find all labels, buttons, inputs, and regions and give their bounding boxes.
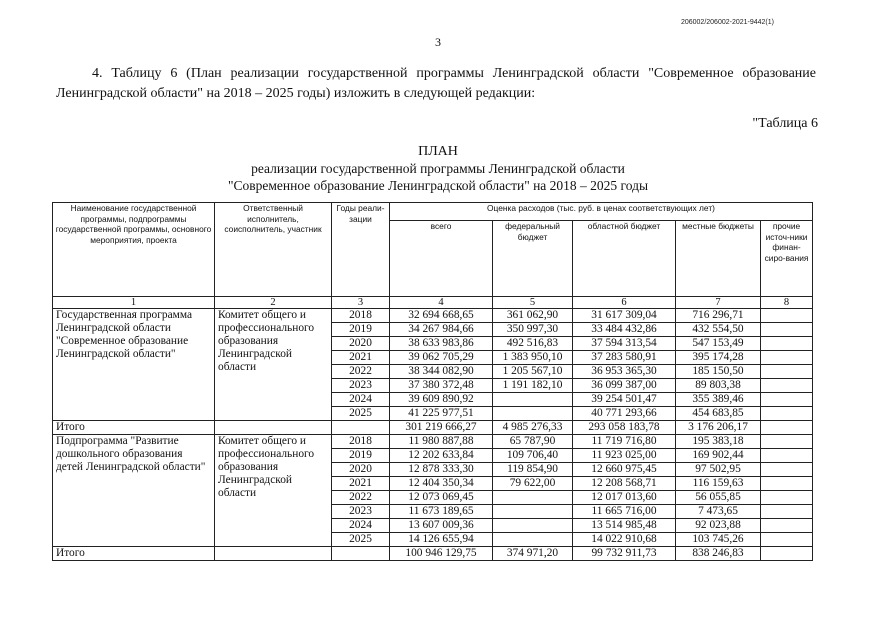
header-years: Годы реали-зации bbox=[332, 203, 390, 297]
cell-total: 12 878 333,30 bbox=[390, 463, 493, 477]
cell-local: 169 902,44 bbox=[676, 449, 761, 463]
cell-year: 2023 bbox=[332, 379, 390, 393]
cell-federal: 79 622,00 bbox=[493, 477, 573, 491]
cell-regional: 11 719 716,80 bbox=[573, 435, 676, 449]
cell-year: 2021 bbox=[332, 351, 390, 365]
cell-regional: 33 484 432,86 bbox=[573, 323, 676, 337]
cell-other bbox=[761, 463, 813, 477]
cell-federal: 119 854,90 bbox=[493, 463, 573, 477]
header-name: Наименование государственной программы, подпрограммы государственной программы, основного мероприятия, проекта bbox=[53, 203, 215, 297]
cell-year: 2020 bbox=[332, 337, 390, 351]
total-cell-other bbox=[761, 421, 813, 435]
cell-other bbox=[761, 309, 813, 323]
cell-other bbox=[761, 323, 813, 337]
cell-year: 2022 bbox=[332, 491, 390, 505]
cell-other bbox=[761, 393, 813, 407]
cell-year: 2022 bbox=[332, 365, 390, 379]
cell-total: 13 607 009,36 bbox=[390, 519, 493, 533]
cell-other bbox=[761, 505, 813, 519]
header-local: местные бюджеты bbox=[676, 221, 761, 297]
header-regional: областной бюджет bbox=[573, 221, 676, 297]
program-name: Государственная программа Ленинградской области "Современное образование Ленинградской области" bbox=[53, 309, 215, 421]
table-reference: "Таблица 6 bbox=[752, 116, 818, 131]
total-cell-total: 100 946 129,75 bbox=[390, 547, 493, 561]
column-number: 5 bbox=[493, 297, 573, 309]
page-number: 3 bbox=[435, 35, 441, 49]
cell-regional: 13 514 985,48 bbox=[573, 519, 676, 533]
cell-local: 395 174,28 bbox=[676, 351, 761, 365]
cell-total: 11 673 189,65 bbox=[390, 505, 493, 519]
program-name: Подпрограмма "Развитие дошкольного образования детей Ленинградской области" bbox=[53, 435, 215, 547]
total-cell-total: 301 219 666,27 bbox=[390, 421, 493, 435]
column-number: 6 bbox=[573, 297, 676, 309]
total-row bbox=[53, 547, 813, 561]
column-number: 2 bbox=[215, 297, 332, 309]
plan-table bbox=[52, 202, 813, 561]
total-cell-other bbox=[761, 547, 813, 561]
cell-local: 716 296,71 bbox=[676, 309, 761, 323]
cell-year: 2018 bbox=[332, 309, 390, 323]
cell-federal bbox=[493, 533, 573, 547]
cell-total: 37 380 372,48 bbox=[390, 379, 493, 393]
cell-regional: 11 923 025,00 bbox=[573, 449, 676, 463]
header-executor: Ответственный исполнитель, соисполнитель, участник bbox=[215, 203, 332, 297]
cell-empty bbox=[332, 547, 390, 561]
cell-federal: 1 191 182,10 bbox=[493, 379, 573, 393]
cell-other bbox=[761, 491, 813, 505]
cell-federal: 492 516,83 bbox=[493, 337, 573, 351]
header-costs: Оценка расходов (тыс. руб. в ценах соответствующих лет) bbox=[390, 203, 813, 221]
plan-title bbox=[0, 143, 876, 194]
cell-regional: 11 665 716,00 bbox=[573, 505, 676, 519]
cell-total: 39 062 705,29 bbox=[390, 351, 493, 365]
cell-other bbox=[761, 449, 813, 463]
cell-year: 2025 bbox=[332, 533, 390, 547]
cell-local: 97 502,95 bbox=[676, 463, 761, 477]
cell-year: 2025 bbox=[332, 407, 390, 421]
cell-local: 355 389,46 bbox=[676, 393, 761, 407]
header-other: прочие источ-ники финан-сиро-вания bbox=[761, 221, 813, 297]
cell-year: 2023 bbox=[332, 505, 390, 519]
cell-federal bbox=[493, 393, 573, 407]
cell-total: 39 609 890,92 bbox=[390, 393, 493, 407]
cell-total: 14 126 655,94 bbox=[390, 533, 493, 547]
cell-total: 12 202 633,84 bbox=[390, 449, 493, 463]
cell-federal bbox=[493, 505, 573, 519]
total-label: Итого bbox=[53, 421, 215, 435]
cell-total: 38 344 082,90 bbox=[390, 365, 493, 379]
cell-year: 2019 bbox=[332, 323, 390, 337]
cell-other bbox=[761, 337, 813, 351]
cell-regional: 12 208 568,71 bbox=[573, 477, 676, 491]
cell-federal: 65 787,90 bbox=[493, 435, 573, 449]
cell-local: 103 745,26 bbox=[676, 533, 761, 547]
total-label: Итого bbox=[53, 547, 215, 561]
total-cell-local: 838 246,83 bbox=[676, 547, 761, 561]
cell-total: 41 225 977,51 bbox=[390, 407, 493, 421]
cell-federal: 361 062,90 bbox=[493, 309, 573, 323]
cell-federal: 350 997,30 bbox=[493, 323, 573, 337]
cell-other bbox=[761, 407, 813, 421]
cell-local: 547 153,49 bbox=[676, 337, 761, 351]
cell-federal: 1 205 567,10 bbox=[493, 365, 573, 379]
executor: Комитет общего и профессионального образования Ленинградской области bbox=[215, 309, 332, 421]
cell-federal bbox=[493, 519, 573, 533]
table-header bbox=[53, 203, 813, 309]
total-cell-regional: 99 732 911,73 bbox=[573, 547, 676, 561]
cell-local: 92 023,88 bbox=[676, 519, 761, 533]
title-line-3: "Современное образование Ленинградской области" на 2018 – 2025 годы bbox=[227, 178, 649, 193]
table-row bbox=[53, 309, 813, 323]
cell-local: 116 159,63 bbox=[676, 477, 761, 491]
cell-year: 2018 bbox=[332, 435, 390, 449]
header-total: всего bbox=[390, 221, 493, 297]
cell-other bbox=[761, 519, 813, 533]
cell-other bbox=[761, 365, 813, 379]
executor: Комитет общего и профессионального образования Ленинградской области bbox=[215, 435, 332, 547]
cell-empty bbox=[215, 421, 332, 435]
cell-regional: 31 617 309,04 bbox=[573, 309, 676, 323]
cell-local: 454 683,85 bbox=[676, 407, 761, 421]
cell-federal bbox=[493, 491, 573, 505]
cell-local: 7 473,65 bbox=[676, 505, 761, 519]
title-line-1: ПЛАН bbox=[418, 144, 458, 159]
cell-regional: 39 254 501,47 bbox=[573, 393, 676, 407]
cell-empty bbox=[332, 421, 390, 435]
column-number: 1 bbox=[53, 297, 215, 309]
cell-regional: 37 283 580,91 bbox=[573, 351, 676, 365]
cell-federal: 1 383 950,10 bbox=[493, 351, 573, 365]
cell-year: 2020 bbox=[332, 463, 390, 477]
total-cell-federal: 374 971,20 bbox=[493, 547, 573, 561]
cell-other bbox=[761, 533, 813, 547]
cell-total: 11 980 887,88 bbox=[390, 435, 493, 449]
column-number-row bbox=[53, 297, 813, 309]
column-number: 8 bbox=[761, 297, 813, 309]
cell-federal bbox=[493, 407, 573, 421]
cell-regional: 14 022 910,68 bbox=[573, 533, 676, 547]
cell-regional: 12 017 013,60 bbox=[573, 491, 676, 505]
cell-regional: 36 099 387,00 bbox=[573, 379, 676, 393]
cell-year: 2019 bbox=[332, 449, 390, 463]
cell-federal: 109 706,40 bbox=[493, 449, 573, 463]
cell-other bbox=[761, 435, 813, 449]
cell-total: 12 073 069,45 bbox=[390, 491, 493, 505]
cell-empty bbox=[215, 547, 332, 561]
table-row bbox=[53, 435, 813, 449]
document-id: 206002/206002-2021-9442(1) bbox=[680, 19, 774, 26]
cell-year: 2024 bbox=[332, 519, 390, 533]
title-line-2: реализации государственной программы Ленинградской области bbox=[251, 161, 625, 176]
total-row bbox=[53, 421, 813, 435]
cell-year: 2021 bbox=[332, 477, 390, 491]
column-number: 4 bbox=[390, 297, 493, 309]
cell-regional: 40 771 293,66 bbox=[573, 407, 676, 421]
intro-paragraph: 4. Таблицу 6 (План реализации государственной программы Ленинградской области "Современное образование Ленинградской области" на 2018 – 2025 годы) изложить в следующей редакции: bbox=[56, 66, 816, 101]
cell-local: 432 554,50 bbox=[676, 323, 761, 337]
cell-total: 38 633 983,86 bbox=[390, 337, 493, 351]
cell-total: 32 694 668,65 bbox=[390, 309, 493, 323]
cell-other bbox=[761, 379, 813, 393]
cell-regional: 12 660 975,45 bbox=[573, 463, 676, 477]
total-cell-federal: 4 985 276,33 bbox=[493, 421, 573, 435]
cell-local: 56 055,85 bbox=[676, 491, 761, 505]
total-cell-local: 3 176 206,17 bbox=[676, 421, 761, 435]
column-number: 7 bbox=[676, 297, 761, 309]
cell-other bbox=[761, 351, 813, 365]
total-cell-regional: 293 058 183,78 bbox=[573, 421, 676, 435]
table-body bbox=[53, 309, 813, 561]
cell-local: 185 150,50 bbox=[676, 365, 761, 379]
cell-local: 89 803,38 bbox=[676, 379, 761, 393]
cell-total: 34 267 984,66 bbox=[390, 323, 493, 337]
cell-year: 2024 bbox=[332, 393, 390, 407]
cell-regional: 37 594 313,54 bbox=[573, 337, 676, 351]
cell-regional: 36 953 365,30 bbox=[573, 365, 676, 379]
cell-total: 12 404 350,34 bbox=[390, 477, 493, 491]
cell-local: 195 383,18 bbox=[676, 435, 761, 449]
cell-other bbox=[761, 477, 813, 491]
column-number: 3 bbox=[332, 297, 390, 309]
header-federal: федеральный бюджет bbox=[493, 221, 573, 297]
